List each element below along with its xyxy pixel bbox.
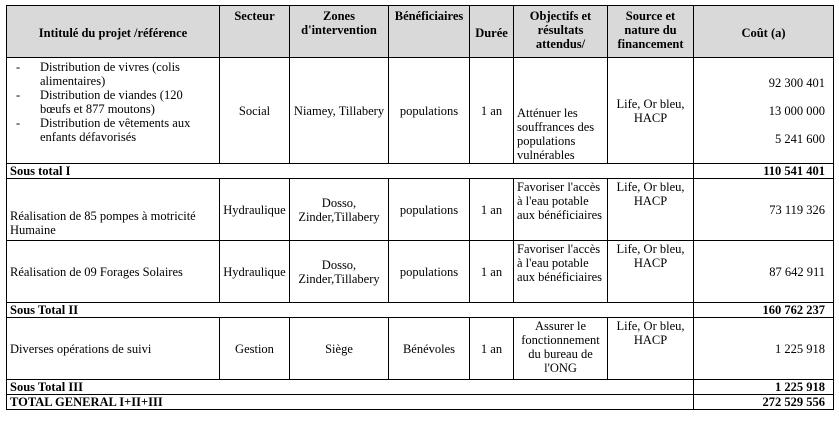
zones-cell: Dosso, Zinder,Tillabery [290, 241, 389, 303]
objective-cell: Assurer le fonctionnement du bureau de l'ONG [514, 318, 608, 380]
subtotal-label: Sous total I [7, 164, 694, 179]
zones-cell: Siège [290, 318, 389, 380]
cost-cell: 87 642 911 [694, 241, 834, 303]
subtotal-value: 1 225 918 [694, 380, 834, 395]
objective-cell: Favoriser l'accès à l'eau potable aux bénéficiaires [514, 179, 608, 241]
header-cost: Coût (a) [694, 6, 834, 58]
source-cell: Life, Or bleu, HACP [608, 58, 694, 164]
objective-cell: Favoriser l'accès à l'eau potable aux bénéficiaires [514, 241, 608, 303]
zones-cell: Niamey, Tillabery [290, 58, 389, 164]
subtotal-label: Sous Total III [7, 380, 694, 395]
header-project: Intitulé du projet /référence [7, 6, 220, 58]
grand-total-value: 272 529 556 [694, 395, 834, 410]
cost-value: 13 000 000 [768, 103, 825, 118]
objective-cell: Atténuer les souffrances des populations vulnérables [514, 58, 608, 164]
sector-cell: Hydraulique [220, 179, 290, 241]
cost-cell: 1 225 918 [694, 318, 834, 380]
project-item-list [10, 60, 216, 144]
source-cell: Life, Or bleu, HACP [608, 241, 694, 303]
grand-total-label: TOTAL GENERAL I+II+III [7, 395, 694, 410]
sector-cell: Social [220, 58, 290, 164]
cost-cell: 73 119 326 [694, 179, 834, 241]
project-cell: Réalisation de 09 Forages Solaires [7, 241, 220, 303]
cost-value: 92 300 401 [768, 75, 825, 90]
project-cell [7, 58, 220, 164]
budget-table [6, 5, 834, 410]
source-cell: Life, Or bleu, HACP [608, 179, 694, 241]
source-cell: Life, Or bleu, HACP [608, 318, 694, 380]
subtotal-value: 160 762 237 [694, 303, 834, 318]
header-duration: Durée [470, 6, 514, 58]
table-row-social [7, 58, 834, 164]
duration-cell: 1 an [470, 241, 514, 303]
header-objectives: Objectifs et résultats attendus/ [514, 6, 608, 58]
project-cell: Diverses opérations de suivi [7, 318, 220, 380]
duration-cell: 1 an [470, 179, 514, 241]
duration-cell: 1 an [470, 318, 514, 380]
subtotal-label: Sous Total II [7, 303, 694, 318]
zones-cell: Dosso, Zinder,Tillabery [290, 179, 389, 241]
list-item: - Distribution de vivres (colis alimentaires) [40, 60, 216, 88]
header-sector: Secteur [220, 6, 290, 58]
duration-cell: 1 an [470, 58, 514, 164]
sector-cell: Gestion [220, 318, 290, 380]
sector-cell: Hydraulique [220, 241, 290, 303]
list-item: - Distribution de viandes (120 bœufs et 877 moutons) [40, 88, 216, 116]
beneficiaries-cell: populations [389, 179, 470, 241]
header-zones: Zones d'intervention [290, 6, 389, 58]
cost-cell [694, 58, 834, 164]
project-cell: Réalisation de 85 pompes à motricité Humaine [7, 179, 220, 241]
grand-total-row [7, 395, 834, 410]
subtotal-row-3 [7, 380, 834, 395]
header-source: Source et nature du financement [608, 6, 694, 58]
table-row [7, 179, 834, 241]
subtotal-row-1 [7, 164, 834, 179]
header-row [7, 6, 834, 58]
cost-value: 5 241 600 [775, 131, 825, 146]
subtotal-row-2 [7, 303, 834, 318]
beneficiaries-cell: populations [389, 58, 470, 164]
beneficiaries-cell: Bénévoles [389, 318, 470, 380]
header-beneficiaries: Bénéficiaires [389, 6, 470, 58]
list-item: - Distribution de vêtements aux enfants défavorisés [40, 116, 216, 144]
subtotal-value: 110 541 401 [694, 164, 834, 179]
table-row [7, 241, 834, 303]
beneficiaries-cell: populations [389, 241, 470, 303]
table-row [7, 318, 834, 380]
